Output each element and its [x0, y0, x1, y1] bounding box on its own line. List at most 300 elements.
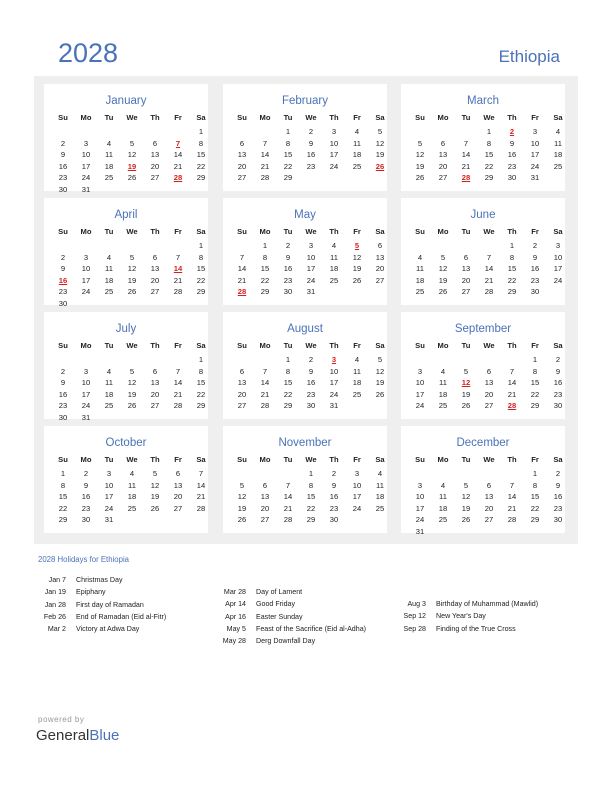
calendar-day: 5 [152, 469, 158, 478]
weekday-header: Mo [437, 341, 449, 350]
calendar-day: 22 [283, 389, 293, 399]
calendar-day: 22 [507, 275, 517, 285]
calendar-day: 13 [461, 264, 471, 274]
calendar-day: 12 [237, 492, 247, 502]
calendar-day: 5 [239, 480, 245, 490]
month-december [401, 426, 565, 536]
calendar-day: 1 [532, 355, 538, 364]
weekday-header: Fr [174, 455, 182, 464]
weekday-header: Mo [437, 227, 449, 236]
calendar-day: 23 [530, 275, 540, 285]
calendar-day: 1 [509, 241, 515, 250]
calendar-day: 31 [329, 401, 339, 411]
weekday-header: We [483, 113, 495, 122]
calendar-day: 23 [329, 503, 339, 513]
holiday-name: New Year's Day [436, 612, 486, 621]
calendar-day: 10 [415, 378, 425, 388]
calendar-day: 21 [260, 389, 270, 399]
calendar-day: 4 [106, 252, 112, 262]
calendar-day: 6 [152, 252, 158, 262]
calendar-day: 17 [329, 150, 339, 160]
calendar-day: 30 [58, 299, 68, 308]
calendar-day: 22 [260, 275, 270, 285]
calendar-day: 1 [532, 469, 538, 478]
calendar-day: 23 [553, 389, 563, 399]
calendar-day: 15 [530, 492, 540, 502]
calendar-day: 19 [461, 503, 471, 513]
holiday-date: 28 [173, 173, 183, 183]
calendar-day: 13 [484, 492, 494, 502]
calendar-day: 26 [127, 287, 137, 297]
calendar-day: 3 [83, 366, 89, 376]
calendar-day: 12 [375, 366, 385, 376]
calendar-day: 2 [555, 469, 561, 478]
calendar-day: 19 [127, 275, 137, 285]
calendar-day: 29 [58, 515, 68, 525]
month-name: September [454, 323, 512, 335]
calendar-day: 13 [150, 150, 160, 160]
calendar-day: 25 [553, 161, 563, 171]
calendar-day: 2 [555, 355, 561, 364]
calendar-day: 11 [105, 378, 113, 388]
weekday-header: Fr [531, 455, 539, 464]
weekday-header: Su [237, 341, 247, 350]
calendar-day: 13 [237, 378, 247, 388]
calendar-day: 7 [175, 252, 181, 262]
holiday-name: Feast of the Sacrifice (Eid al-Adha) [256, 624, 367, 633]
calendar-day: 25 [329, 275, 339, 285]
calendar-day: 29 [507, 287, 517, 297]
calendar-day: 17 [104, 492, 114, 502]
calendar-day: 5 [463, 366, 469, 376]
calendar-day: 2 [60, 366, 66, 376]
calendar-day: 27 [438, 173, 448, 183]
calendar-day: 5 [377, 127, 383, 136]
weekday-header: Su [415, 455, 425, 464]
weekday-header: Tu [104, 227, 114, 236]
calendar-day: 18 [553, 150, 563, 160]
calendar-day: 10 [306, 252, 316, 262]
calendar-day: 30 [553, 515, 563, 525]
calendar-day: 17 [553, 264, 563, 274]
calendar-day: 25 [127, 503, 137, 513]
calendar-day: 23 [283, 275, 293, 285]
calendar-day: 3 [106, 469, 112, 478]
country-title: Ethiopia [498, 47, 560, 66]
weekday-header: We [126, 341, 138, 350]
calendar-day: 21 [507, 503, 517, 513]
calendar-day: 20 [237, 389, 247, 399]
calendar-day: 31 [104, 515, 114, 525]
calendar-day: 5 [417, 138, 423, 148]
calendar-day: 13 [150, 378, 160, 388]
calendar-day: 2 [60, 252, 66, 262]
holiday-date: 28 [237, 287, 247, 297]
calendar-day: 26 [127, 173, 137, 183]
holiday-name: End of Ramadan (Eid al-Fitr) [76, 612, 167, 621]
calendar-day: 24 [415, 401, 425, 411]
calendar-day: 26 [438, 287, 448, 297]
calendar-day: 8 [532, 480, 538, 490]
calendar-day: 26 [375, 389, 385, 399]
calendar-day: 14 [461, 150, 471, 160]
calendar-day: 21 [260, 161, 270, 171]
weekday-header: Tu [283, 341, 293, 350]
calendar-day: 25 [415, 287, 425, 297]
weekday-header: Fr [531, 113, 539, 122]
calendar-day: 9 [308, 138, 314, 148]
holiday-name: Birthday of Muhammad (Mawlid) [436, 600, 539, 608]
calendar-day: 4 [377, 469, 383, 478]
calendar-day: 13 [150, 264, 160, 274]
calendar-day: 25 [104, 287, 114, 297]
weekday-header: We [126, 455, 138, 464]
calendar-day: 27 [375, 275, 385, 285]
calendar-day: 19 [461, 389, 471, 399]
calendar-day: 21 [173, 161, 183, 171]
calendar-day: 17 [329, 378, 339, 388]
calendar-day: 20 [438, 161, 448, 171]
calendar-day: 8 [532, 366, 538, 376]
calendar-day: 25 [352, 161, 362, 171]
calendar-day: 7 [509, 480, 515, 490]
calendar-day: 23 [81, 503, 91, 513]
calendar-day: 9 [509, 138, 515, 148]
month-name: January [105, 95, 147, 107]
calendar-day: 18 [104, 275, 114, 285]
calendar-day: 24 [306, 275, 316, 285]
month-february [223, 84, 387, 191]
weekday-header: Su [58, 113, 68, 122]
calendar-day: 22 [530, 389, 540, 399]
calendar-day: 7 [262, 366, 268, 376]
calendar-day: 18 [352, 378, 362, 388]
holiday-date-label: Mar 2 [47, 625, 66, 634]
calendar-day: 24 [329, 161, 339, 171]
holiday-date: 3 [331, 355, 337, 364]
calendar-day: 21 [507, 389, 517, 399]
holiday-name: Easter Sunday [256, 612, 303, 621]
calendar-day: 31 [81, 185, 91, 194]
holiday-name: First day of Ramadan [76, 600, 144, 609]
calendar-day: 11 [353, 138, 361, 148]
calendar-day: 26 [150, 503, 160, 513]
weekday-header: Th [150, 455, 160, 464]
calendar-day: 12 [415, 150, 425, 160]
calendar-day: 29 [530, 515, 540, 525]
calendar-day: 24 [415, 515, 425, 525]
calendar-day: 20 [260, 503, 270, 513]
calendar-day: 1 [198, 241, 204, 250]
calendar-day: 5 [377, 355, 383, 364]
calendar-day: 15 [306, 492, 316, 502]
calendar-day: 28 [173, 401, 183, 411]
calendar-day: 30 [283, 287, 293, 297]
calendar-day: 13 [173, 480, 183, 490]
calendar-day: 5 [129, 366, 135, 376]
weekday-header: Th [329, 341, 339, 350]
weekday-header: We [126, 113, 138, 122]
calendar-day: 20 [484, 503, 494, 513]
calendar-day: 16 [306, 150, 316, 160]
calendar-day: 10 [104, 480, 114, 490]
calendar-day: 26 [461, 515, 471, 525]
calendar-day: 9 [331, 480, 337, 490]
calendar-day: 6 [486, 366, 492, 376]
calendar-day: 19 [375, 150, 385, 160]
holiday-name: Christmas Day [76, 576, 123, 584]
calendar-day: 23 [58, 173, 68, 183]
calendar-day: 16 [283, 264, 293, 274]
calendar-day: 4 [417, 252, 423, 262]
calendar-day: 7 [198, 469, 204, 478]
calendar-day: 26 [237, 515, 247, 525]
calendar-day: 24 [81, 287, 91, 297]
calendar-day: 20 [237, 161, 247, 171]
weekday-header: Th [507, 227, 517, 236]
month-name: April [114, 209, 138, 221]
weekday-header: We [305, 113, 317, 122]
calendar-day: 1 [486, 127, 492, 136]
calendar-day: 31 [530, 173, 540, 183]
weekday-header: Tu [461, 341, 471, 350]
calendar-day: 2 [83, 469, 89, 478]
calendar-day: 13 [237, 150, 247, 160]
calendar-day: 22 [283, 161, 293, 171]
calendar-day: 30 [507, 173, 517, 183]
calendar-day: 21 [484, 275, 494, 285]
calendar-day: 19 [127, 389, 137, 399]
calendar-day: 7 [463, 138, 469, 148]
weekday-header: Su [237, 455, 247, 464]
calendar-day: 9 [83, 480, 89, 490]
weekday-header: Fr [353, 341, 361, 350]
calendar-day: 16 [530, 264, 540, 274]
calendar-day: 7 [175, 366, 181, 376]
calendar-day: 12 [375, 138, 385, 148]
calendar-day: 18 [352, 150, 362, 160]
weekday-header: Fr [353, 113, 361, 122]
calendar-day: 27 [484, 401, 494, 411]
calendar-day: 31 [81, 413, 91, 422]
calendar-day: 24 [530, 161, 540, 171]
calendar-day: 12 [127, 264, 137, 274]
weekday-header: Mo [80, 455, 92, 464]
calendar-day: 15 [283, 378, 293, 388]
month-june [401, 198, 565, 305]
weekday-header: Th [329, 227, 339, 236]
calendar-day: 28 [173, 287, 183, 297]
calendar-day: 27 [150, 173, 160, 183]
calendar-day: 30 [306, 401, 316, 411]
calendar-day: 27 [150, 401, 160, 411]
weekday-header: Su [415, 227, 425, 236]
calendar-day: 7 [262, 138, 268, 148]
calendar-day: 11 [128, 480, 136, 490]
holiday-date: 19 [127, 161, 137, 171]
calendar-day: 10 [415, 492, 425, 502]
calendar-day: 8 [486, 138, 492, 148]
weekday-header: Mo [259, 227, 271, 236]
weekday-header: We [483, 227, 495, 236]
holiday-date: 12 [461, 378, 471, 388]
month-march [401, 84, 565, 191]
calendar-day: 7 [509, 366, 515, 376]
calendar-day: 31 [306, 287, 316, 297]
calendar-day: 10 [352, 480, 362, 490]
month-september [401, 312, 565, 419]
calendar-day: 19 [415, 161, 425, 171]
calendar-day: 30 [329, 515, 339, 525]
calendar-day: 22 [306, 503, 316, 513]
weekday-header: Mo [80, 113, 92, 122]
weekday-header: Sa [375, 455, 385, 464]
weekday-header: Sa [375, 227, 385, 236]
calendar-day: 2 [285, 241, 291, 250]
calendar-day: 17 [530, 150, 540, 160]
calendar-day: 27 [260, 515, 270, 525]
weekday-header: Tu [283, 455, 293, 464]
calendar-day: 14 [484, 264, 494, 274]
calendar-day: 9 [555, 366, 561, 376]
calendar-day: 16 [553, 492, 563, 502]
calendar-day: 4 [354, 355, 360, 364]
weekday-header: Mo [259, 113, 271, 122]
holiday-date: 7 [175, 138, 181, 148]
calendar-day: 18 [375, 492, 385, 502]
calendar-day: 18 [104, 389, 114, 399]
calendar-day: 14 [507, 492, 517, 502]
calendar-day: 6 [486, 480, 492, 490]
weekday-header: Fr [174, 113, 182, 122]
weekday-header: Sa [553, 341, 563, 350]
calendar-day: 14 [260, 150, 270, 160]
calendar-day: 15 [196, 378, 206, 388]
calendar-day: 9 [60, 264, 66, 274]
holiday-date: 26 [375, 161, 385, 171]
calendar-day: 8 [262, 252, 268, 262]
calendar-day: 1 [198, 127, 204, 136]
calendar-day: 28 [283, 515, 293, 525]
weekday-header: Th [150, 341, 160, 350]
calendar-day: 19 [150, 492, 160, 502]
calendar-day: 20 [150, 275, 160, 285]
calendar-day: 2 [308, 355, 314, 364]
calendar-day: 10 [329, 138, 339, 148]
weekday-header: Sa [196, 455, 206, 464]
calendar-day: 25 [104, 401, 114, 411]
weekday-header: Sa [553, 113, 563, 122]
calendar-day: 15 [196, 264, 206, 274]
calendar-day: 13 [260, 492, 270, 502]
calendar-day: 5 [129, 138, 135, 148]
calendar-day: 27 [150, 287, 160, 297]
generalblue-logo[interactable] [36, 727, 119, 744]
weekday-header: Su [58, 227, 68, 236]
calendar-day: 25 [104, 173, 114, 183]
weekday-header: Sa [553, 455, 563, 464]
calendar-day: 18 [329, 264, 339, 274]
calendar-day: 15 [58, 492, 68, 502]
calendar-day: 29 [196, 173, 206, 183]
weekday-header: Mo [80, 341, 92, 350]
weekday-header: Fr [174, 227, 182, 236]
calendar-day: 11 [353, 366, 361, 376]
month-january [44, 84, 208, 194]
calendar-day: 28 [260, 401, 270, 411]
calendar-day: 25 [352, 389, 362, 399]
calendar-day: 4 [129, 469, 135, 478]
holiday-date: 28 [461, 173, 471, 183]
calendar-day: 11 [439, 492, 447, 502]
calendar-day: 29 [530, 401, 540, 411]
month-name: May [294, 209, 316, 221]
calendar-day: 29 [283, 401, 293, 411]
weekday-header: Su [237, 227, 247, 236]
calendar-day: 22 [58, 503, 68, 513]
calendar-day: 11 [416, 264, 424, 274]
calendar-day: 4 [331, 241, 337, 250]
calendar-day: 8 [198, 138, 204, 148]
calendar-day: 2 [60, 138, 66, 148]
calendar-day: 23 [306, 161, 316, 171]
calendar-day: 7 [239, 252, 245, 262]
calendar-day: 27 [461, 287, 471, 297]
weekday-header: Tu [104, 455, 114, 464]
calendar-day: 21 [237, 275, 247, 285]
holiday-date-label: Jan 28 [44, 600, 66, 609]
calendar-day: 11 [105, 150, 113, 160]
calendar-day: 17 [81, 275, 91, 285]
calendar-day: 20 [150, 161, 160, 171]
calendar-day: 22 [484, 161, 494, 171]
calendar-day: 17 [352, 492, 362, 502]
weekday-header: Tu [283, 113, 293, 122]
calendar-day: 3 [417, 366, 423, 376]
weekday-header: Mo [437, 455, 449, 464]
month-name: June [470, 209, 496, 221]
calendar-day: 10 [81, 150, 91, 160]
calendar-day: 29 [283, 173, 293, 183]
calendar-day: 15 [283, 150, 293, 160]
weekday-header: We [126, 227, 138, 236]
weekday-header: Tu [461, 455, 471, 464]
calendar-day: 29 [196, 287, 206, 297]
calendar-day: 15 [196, 150, 206, 160]
calendar-day: 22 [196, 275, 206, 285]
calendar-day: 3 [417, 480, 423, 490]
calendar-day: 16 [81, 492, 91, 502]
calendar-day: 7 [486, 252, 492, 262]
weekday-header: Tu [461, 227, 471, 236]
calendar-day: 23 [553, 503, 563, 513]
weekday-header: We [305, 455, 317, 464]
calendar-day: 28 [260, 173, 270, 183]
calendar-day: 26 [461, 401, 471, 411]
calendar-day: 8 [509, 252, 515, 262]
calendar-day: 18 [415, 275, 425, 285]
calendar-day: 15 [530, 378, 540, 388]
calendar-day: 3 [354, 469, 360, 478]
calendar-day: 27 [173, 503, 183, 513]
holidays-title: 2028 Holidays for Ethiopia [38, 555, 130, 564]
calendar-day: 8 [198, 252, 204, 262]
calendar-day: 20 [150, 389, 160, 399]
weekday-header: Th [329, 113, 339, 122]
holiday-date: 14 [173, 264, 183, 274]
calendar-day: 9 [60, 378, 66, 388]
calendar-day: 1 [285, 355, 291, 364]
